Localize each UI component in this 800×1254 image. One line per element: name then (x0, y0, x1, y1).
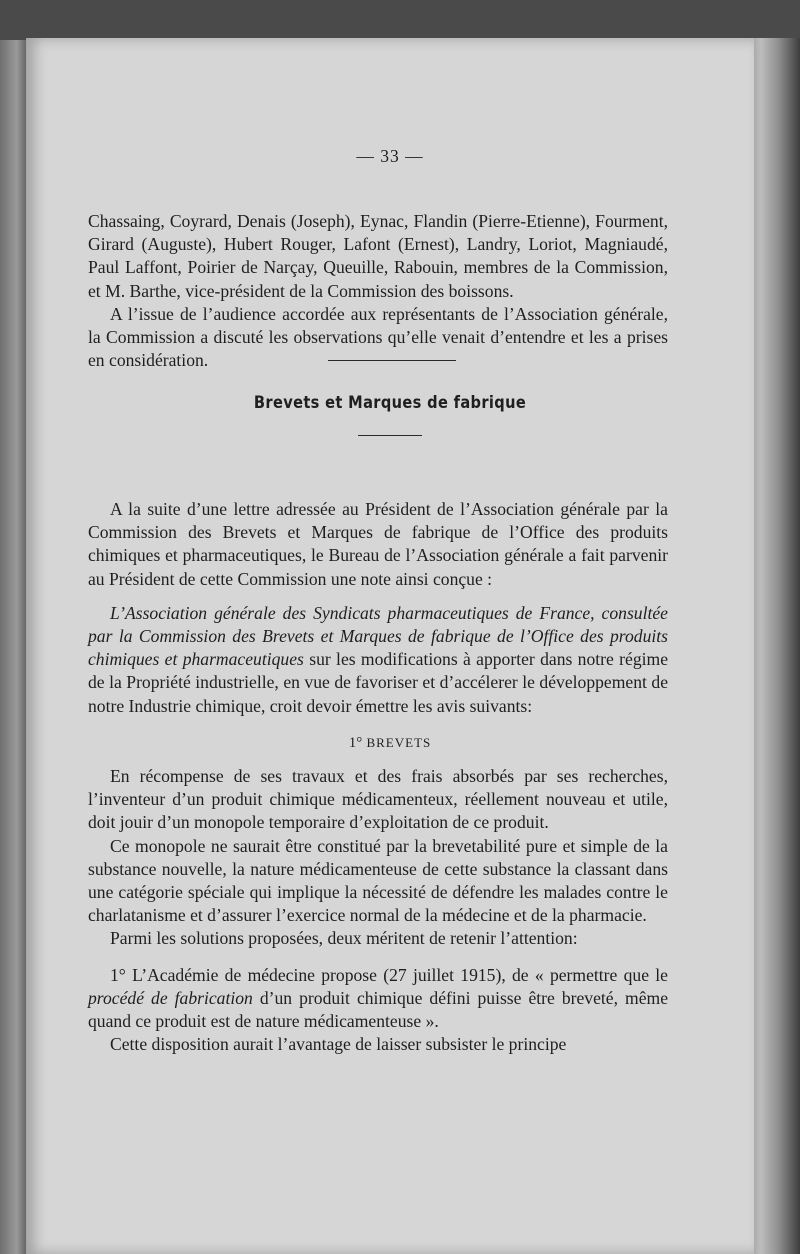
page-body-top (88, 210, 668, 372)
intro-paragraph: A la suite d’une lettre adressée au Président de l’Association générale par la Commission des Brevets et Marques de fabrique de l’Office des produits chimiques et pharmaceutiques, le Bureau de l’Association générale a fait parvenir au Président de cette Commission une note ainsi conçue : (88, 499, 668, 589)
page-number: — 33 — (356, 146, 424, 166)
brevets-paragraph-2: Ce monopole ne saurait être constitué par la brevetabilité pure et simple de la substance nouvelle, la nature médicamenteuse de cette substance la classant dans une catégorie spéciale qui implique la nécessité de défendre les malades contre le charlatanisme et d’assurer l’exercice normal de la médecine et de la pharmacie. (88, 835, 668, 926)
last-line: Cette disposition aurait l’avantage de laisser subsister le principe (110, 1034, 567, 1055)
page-body-bottom (88, 765, 668, 1056)
brevets-paragraph-1: En récompense de ses travaux et des frais absorbés par ses recherches, l’inventeur d’un produit chimique médicamenteux, réellement nouveau et utile, doit jouir d’un monopole temporaire d’exploitation de ce produit. (88, 766, 668, 833)
subheading-number: 1° (348, 735, 363, 751)
brevets-subheading (26, 735, 754, 752)
audience-paragraph: A l’issue de l’audience accordée aux représentants de l’Association générale, la Commission a discuté les observations qu’elle venait d’entendre et les a prises en considération. (88, 303, 668, 371)
subheading-label: BREVETS (366, 735, 432, 750)
divider-rule (328, 360, 456, 361)
note-rest: sur les modifications à apporter dans notre régime de la Propriété industrielle, en vue de favoriser et d’accélerer le développement de notre Industrie chimique, croit devoir émettre les avis suivants: (88, 649, 669, 716)
page-body-middle (88, 498, 668, 718)
note-paragraph (88, 602, 668, 718)
academie-italic: procédé de fabrication (88, 987, 253, 1008)
members-paragraph: Chassaing, Coyrard, Denais (Joseph), Eynac, Flandin (Pierre-Etienne), Fourment, Girard (Auguste), Hubert Rouger, Lafont (Ernest), Landry, Loriot, Magniaudé, Paul Laffont, Poirier de Narçay, Queuille, Rabouin, membres de la Commission, et M. Barthe, vice-président de la Commission des boissons. (88, 211, 668, 301)
brevets-paragraph-3: Parmi les solutions proposées, deux méritent de retenir l’attention: (110, 928, 578, 949)
heading-underline (358, 435, 422, 436)
book-page (26, 38, 754, 1254)
note-italic: L’Association générale des Syndicats pharmaceutiques de France, consultée par la Commission des Brevets et Marques de fabrique de l’Office des produits chimiques et pharmaceutiques (88, 602, 668, 670)
academie-paragraph: 1° L’Académie de médecine propose (27 juillet 1915), de « permettre que le procédé de fabrication d’un produit chimique défini puisse être breveté, même quand ce produit est de nature médicamenteuse ». (88, 964, 669, 1032)
section-heading: Brevets et Marques de fabrique (253, 393, 527, 413)
left-page-edge (0, 40, 28, 1254)
page-stack-edge (748, 38, 800, 1254)
